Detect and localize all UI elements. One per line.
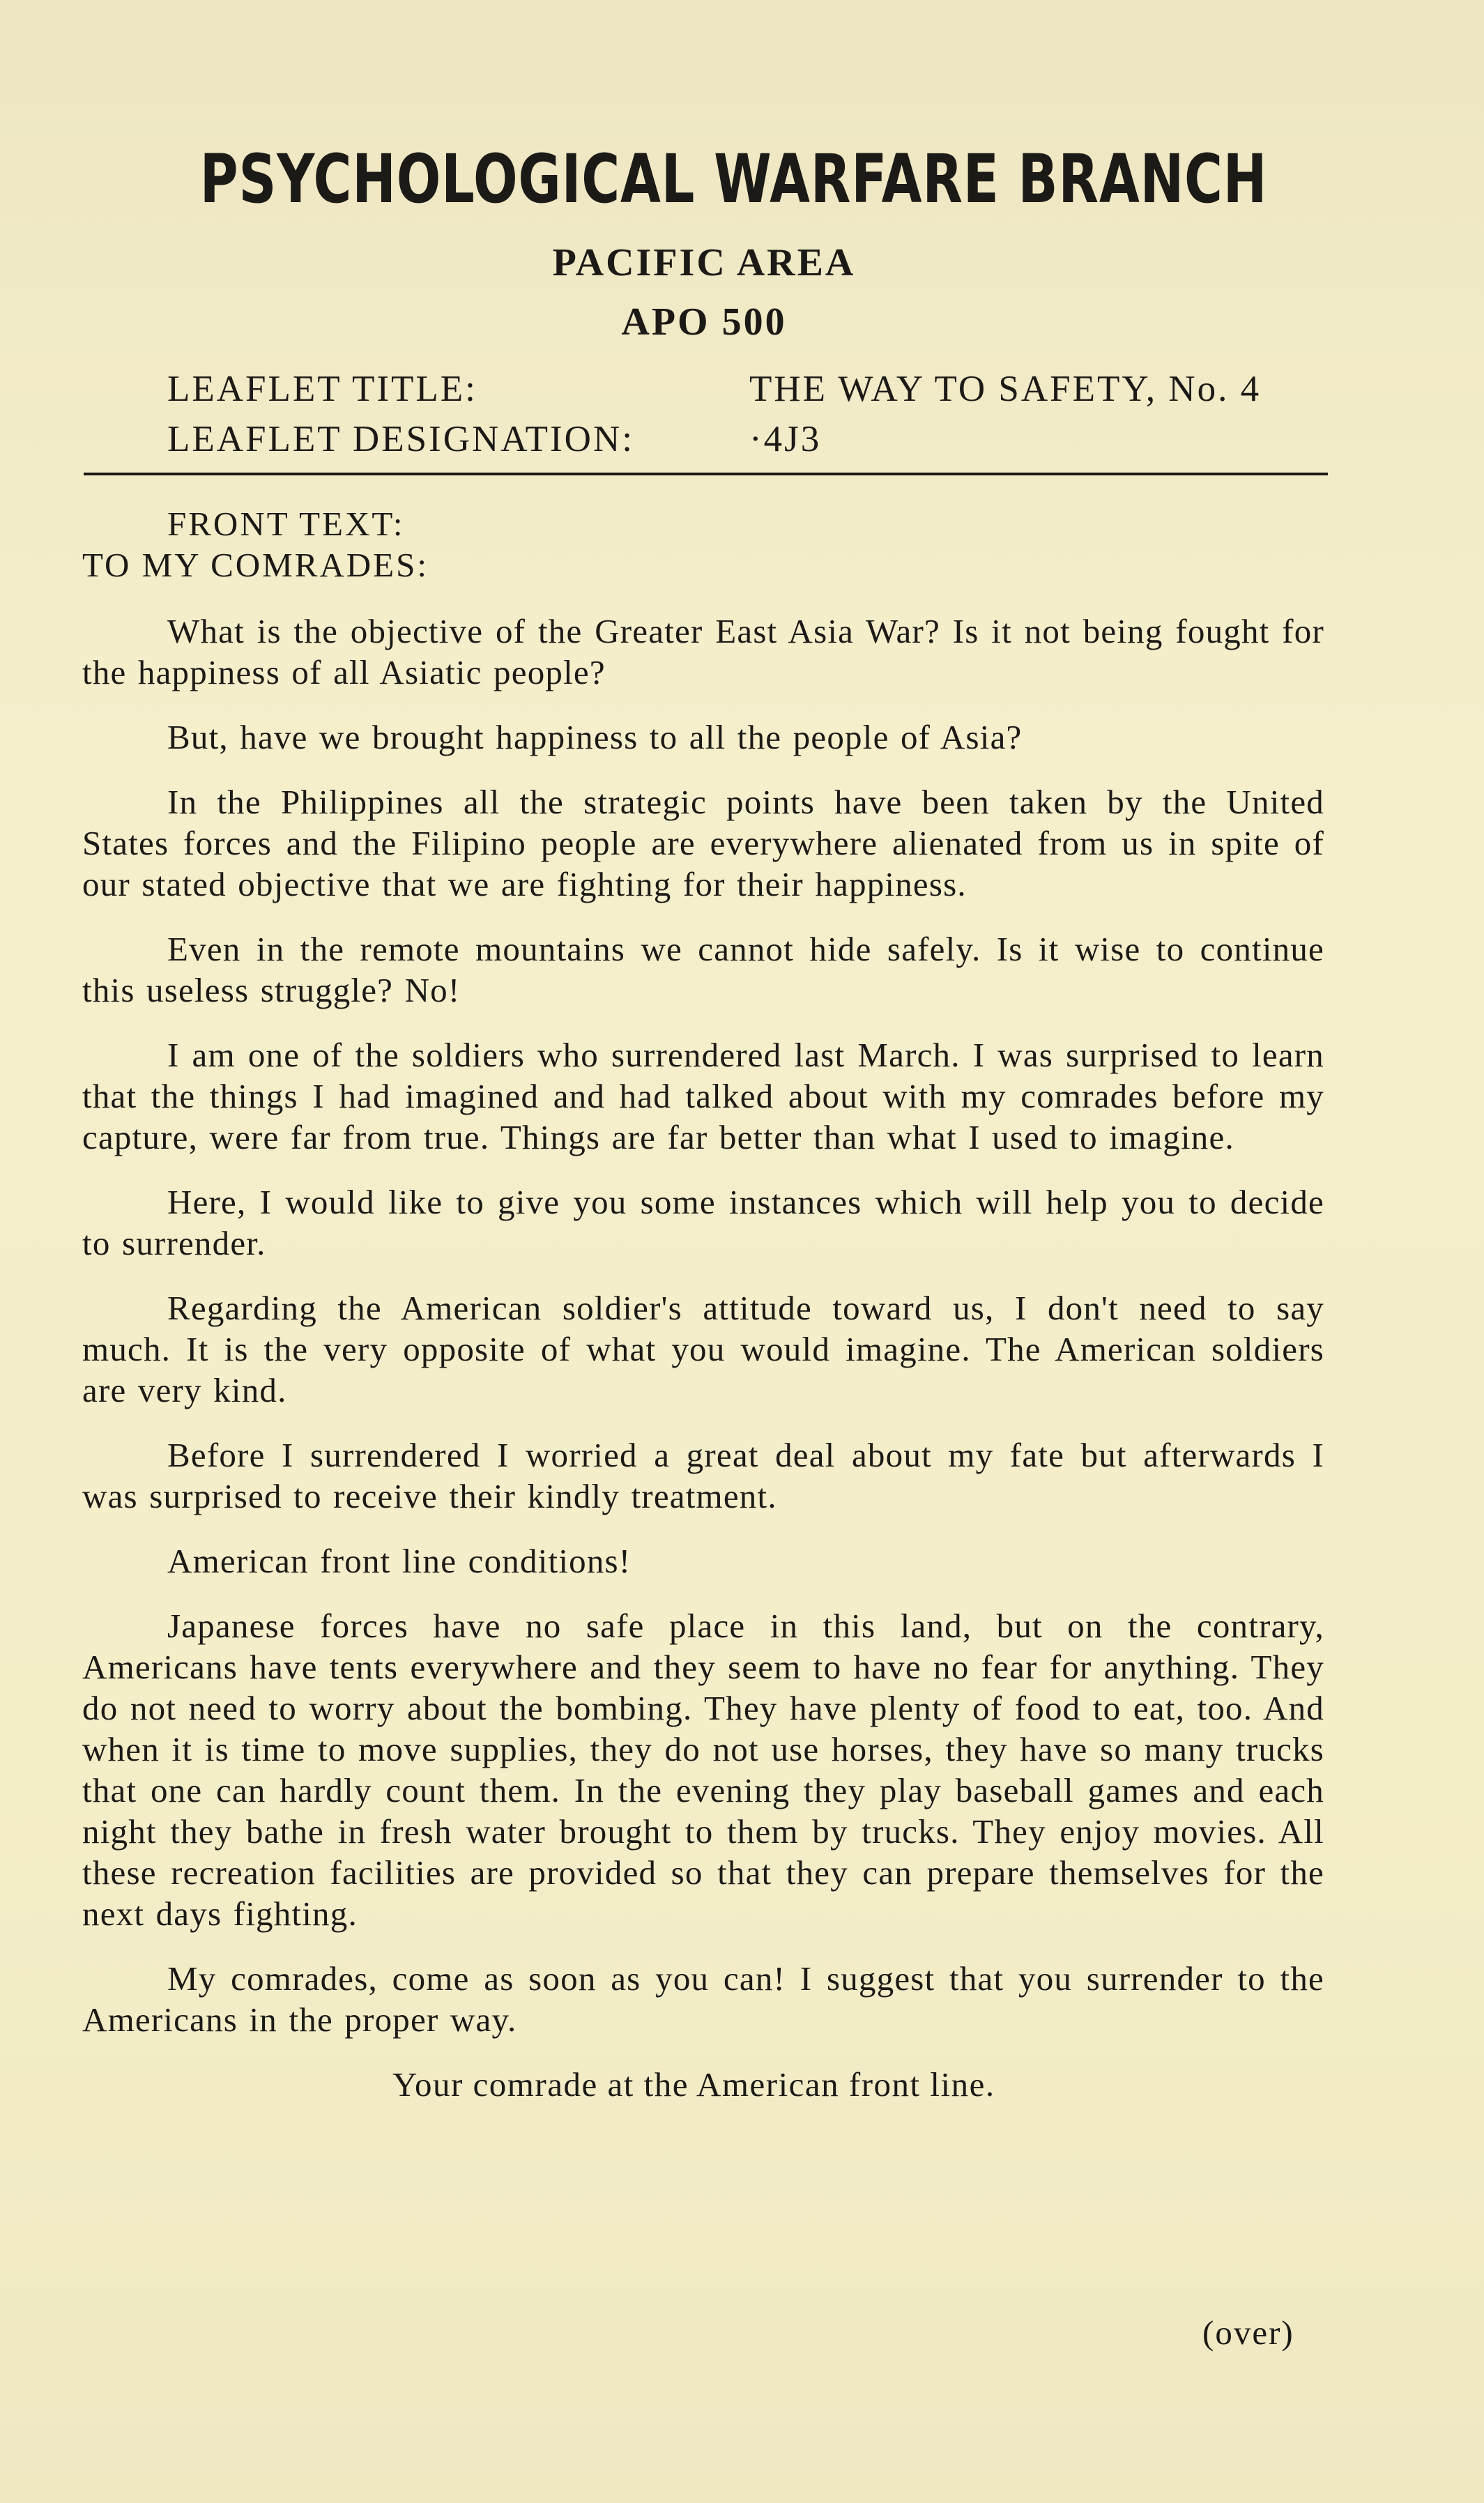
branch-title: PSYCHOLOGICAL WARFARE BRANCH [199, 140, 1268, 218]
paragraph-4: Even in the remote mountains we cannot hide safely. Is it wise to continue this useless struggle? No! [82, 930, 1324, 1009]
salutation: TO MY COMRADES: [82, 546, 429, 584]
header-divider [84, 473, 1328, 475]
leaflet-designation-value: ·4J3 [749, 419, 822, 459]
paragraph-7: Regarding the American soldier's attitude toward us, I don't need to say much. It is the very opposite of what you would imagine. The American soldiers are very kind. [82, 1289, 1324, 1409]
front-text-label: FRONT TEXT: [167, 505, 405, 543]
paragraph-5: I am one of the soldiers who surrendered last March. I was surprised to learn that the things I had imagined and had talked about with my comrades before my capture, were far from true. Things are far better than what I used to imagine. [82, 1036, 1324, 1156]
area-subtitle: PACIFIC AREA [552, 241, 856, 284]
paragraph-3: In the Philippines all the strategic points have been taken by the United States forces and the Filipino people are everywhere alienated from us in spite of our stated objective that we are fighting for their happiness. [82, 783, 1324, 903]
apo-subtitle: APO 500 [621, 300, 787, 344]
leaflet-body [82, 503, 1324, 2105]
paragraph-1: What is the objective of the Greater East Asia War? Is it not being fought for the happiness of all Asiatic people? [82, 612, 1324, 691]
leaflet-title-label: LEAFLET TITLE: [167, 369, 477, 409]
leaflet-designation-label: LEAFLET DESIGNATION: [167, 419, 634, 459]
signoff: Your comrade at the American front line. [392, 2065, 995, 2104]
leaflet-title-value: THE WAY TO SAFETY, No. 4 [749, 369, 1262, 409]
leaflet-title-row [167, 368, 1331, 417]
paragraph-2: But, have we brought happiness to all the people of Asia? [167, 718, 1023, 756]
paragraph-6: Here, I would like to give you some instances which will help you to decide to surrender. [82, 1183, 1324, 1262]
paragraph-10: Japanese forces have no safe place in this land, but on the contrary, Americans have tents everywhere and they seem to have no fear for anything. They do not need to worry about the bombing. They have plenty of food to eat, too. And when it is time to move supplies, they do not use horses, they have so many trucks that one can hardly count them. In the evening they play baseball games and each night they bathe in fresh water brought to them by trucks. They enjoy movies. All these recreation facilities are provided so that they can prepare themselves for the next days fighting. [82, 1607, 1324, 1933]
paragraph-9: American front line conditions! [167, 1542, 632, 1580]
paragraph-8: Before I surrendered I worried a great deal about my fate but afterwards I was surprised to receive their kindly treatment. [82, 1436, 1324, 1515]
leaflet-designation-row [167, 418, 1331, 467]
over-note: (over) [1202, 2313, 1294, 2352]
paragraph-11: My comrades, come as soon as you can! I suggest that you surrender to the Americans in the proper way. [82, 1959, 1324, 2039]
